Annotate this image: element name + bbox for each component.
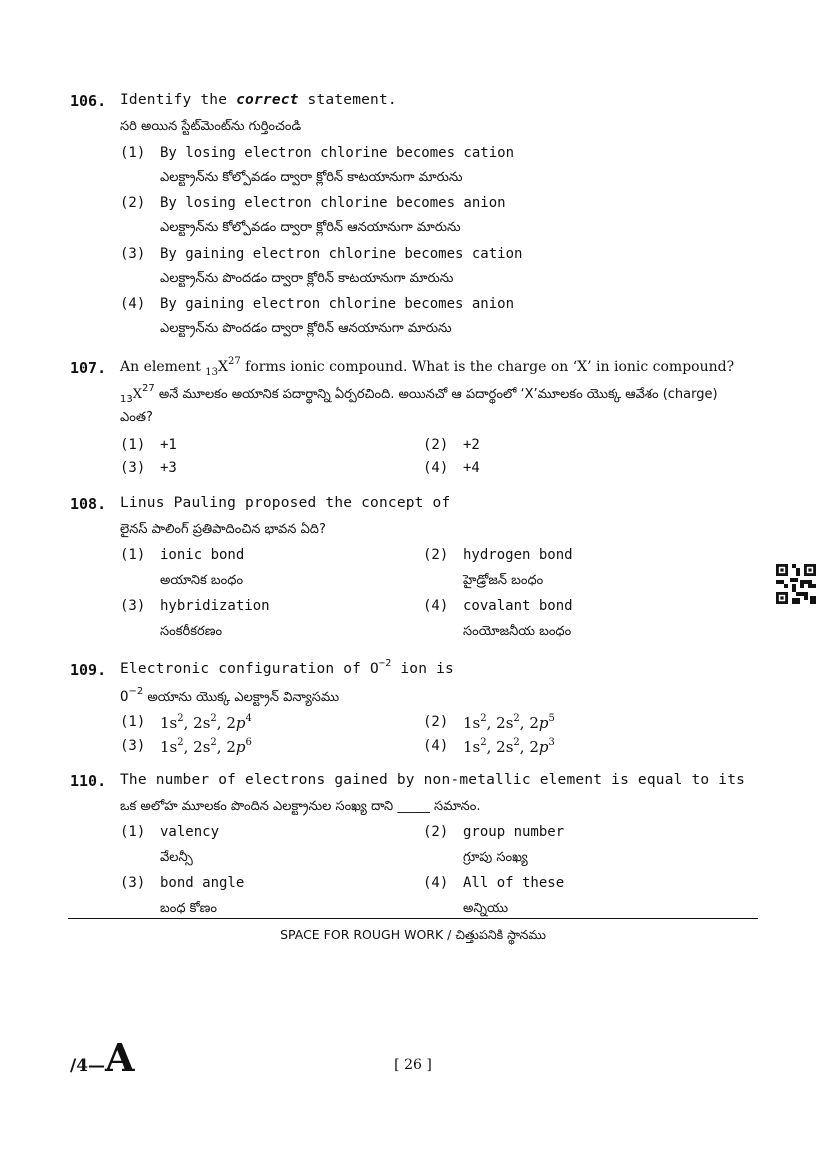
question-text: Identify the correct statement.	[120, 92, 397, 108]
question-number: 109.	[70, 661, 107, 679]
question-text-telugu: లైనస్ పాలింగ్ ప్రతిపాదించిన భావన ఏది?	[120, 522, 326, 537]
question-text: An element $_{13}X^{27}$ forms ionic compound. What is the charge on ‘X’ in ionic compound?	[120, 356, 735, 378]
question-text: Electronic configuration of $O^{-2}$ ion is	[120, 658, 454, 677]
question-text-telugu-line2: ఎంత?	[120, 410, 153, 425]
paper-code: /4—A	[70, 1035, 135, 1080]
question-paper-page: 106. Identify the correct statement. సరి అయిన స్టేట్‌మెంట్‌ను గుర్తించండి (1) By losing electron chlorine becomes cation ఎలక్ట్రాన్‌ను కోల్పోవడం ద్వారా క్లోరిన్ కాటయానుగా మారును (2) By losing electron chlorine becomes anion ఎలక్ట్రాన్‌ను కోల్పోవడం ద్వారా క్లోరిన్ ఆనయానుగా మారును (3) By gaining electron chlorine becomes cation ఎలక్ట్రాన్‌ను పొందడం ద్వారా క్లోరిన్ కాటయానుగా మారును (4) By gaining electron chlorine becomes anion ఎలక్ట్రాన్‌ను పొందడం ద్వారా క్లోరిన్ ఆనయానుగా మారును 107. An element $_{13}X^{27}$ forms ionic compound. What is the charge on ‘X’ in ionic compound? $_{13}X^{27}$ అనే మూలకం అయానిక పదార్థాన్ని ఏర్పరచింది. అయినచో ఆ పదార్థంలో ‘X’మూలకం యొక్క ఆవేశం (charge) ఎంత? (1) +1 (2) +2 (3) +3 (4) +4 108. Linus Pauling proposed the concept of లైనస్ పాలింగ్ ప్రతిపాదించిన భావన ఏది? (1) ionic bond అయానిక బంధం (2) hydrogen bond హైడ్రోజన్ బంధం (3) hybridization సంకరీకరణం (4) covalant bond సంయోజనీయ బంధం 109. Electronic configuration of $O^{-2}$ ion is $O^{-2}$ అయాను యొక్క ఎలక్ట్రాన్ విన్యాసము (1) $1s^2$, $2s^2$, $2p^4$ (2) $1s^2$, $2s^2$, $2p^5$ (3) $1s^2$, $2s^2$, $2p^6$ (4) $1s^2$, $2s^2$, $2p^3$ 110. The number of electrons gained by non-metallic element is equal to its ఒక అలోహ మూలకం పొందిన ఎలక్ట్రానుల సంఖ్య దాని _____ సమానం. (1) valency వేలన్సీ (2) group number గ్రూపు సంఖ్య (3) bond angle బంధ కోణం (4) All of these అన్నియు SPACE FOR ROUGH WORK / చిత్తుపనికి స్థానము /4—A [ 26 ]	[0, 0, 826, 1169]
question-text-telugu: $O^{-2}$ అయాను యొక్క ఎలక్ట్రాన్ విన్యాసము	[120, 686, 340, 705]
rough-work-label: SPACE FOR ROUGH WORK / చిత్తుపనికి స్థానము	[280, 927, 546, 942]
question-number: 108.	[70, 495, 107, 513]
divider-line	[68, 918, 758, 919]
qr-code-icon	[776, 564, 816, 604]
question-text-telugu: $_{13}X^{27}$ అనే మూలకం అయానిక పదార్థాన్ని ఏర్పరచింది. అయినచో ఆ పదార్థంలో ‘X’మూలకం యొక్క ఆవేశం (charge)	[120, 383, 718, 405]
question-number: 107.	[70, 359, 107, 377]
question-number: 106.	[70, 92, 107, 110]
question-number: 110.	[70, 772, 107, 790]
question-text-telugu: సరి అయిన స్టేట్‌మెంట్‌ను గుర్తించండి	[120, 119, 302, 134]
question-text-telugu: ఒక అలోహ మూలకం పొందిన ఎలక్ట్రానుల సంఖ్య దాని _____ సమానం.	[120, 799, 481, 814]
page-number: [ 26 ]	[394, 1057, 432, 1073]
question-text: The number of electrons gained by non-metallic element is equal to its	[120, 772, 746, 788]
question-text: Linus Pauling proposed the concept of	[120, 495, 451, 511]
